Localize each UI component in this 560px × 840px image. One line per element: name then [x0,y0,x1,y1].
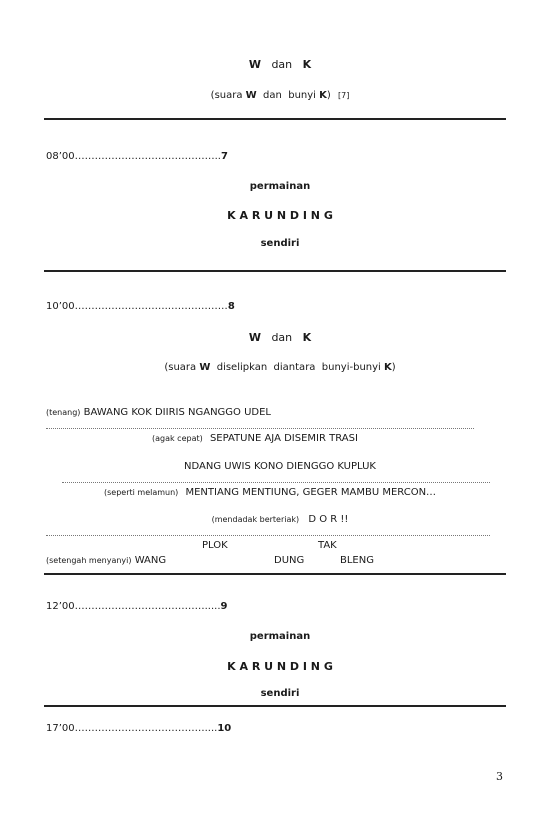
divider [44,705,506,707]
stage-cue: (setengah menyanyi) [46,556,132,565]
script-line-5 [0,514,560,525]
stage-cue: (mendadak berteriak) [211,515,300,524]
line-text: NDANG UWIS KONO DIENGGO KUPLUK [184,461,376,472]
section1-subtitle [0,90,560,101]
karunding-title: K A R U N D I N G [227,660,333,673]
time-text: 17’00………………………………….... [46,723,218,734]
time-text: 08’00…………………………………….. [46,151,221,162]
line-text: BAWANG KOK DIIRIS NGANGGO UDEL [83,407,272,418]
subtitle-mid: diselipkan diantara bunyi-bunyi [210,362,385,373]
subtitle-post: ) [391,362,396,373]
k-label: K [302,58,312,71]
subtitle-w: W [245,90,257,101]
section3-heading [0,331,560,344]
stage-cue: (seperti melamun) [104,488,179,497]
sound-plok: PLOK [202,540,228,551]
timestamp-08 [46,151,228,162]
scene-number: 10 [217,723,232,734]
section3-subtitle [0,362,560,373]
section1-heading [0,58,560,71]
subtitle-k: K [319,90,327,101]
k-label: K [302,331,312,344]
dan-label: dan [271,58,293,71]
divider [44,270,506,272]
game-label: permainan [249,631,311,642]
subtitle-mid: dan bunyi [256,90,320,101]
w-label: W [248,58,261,71]
divider [44,118,506,120]
subtitle-w: W [199,362,211,373]
time-text: 12’00…………………………………..... [46,601,221,612]
sound-wang: WANG [134,555,167,566]
sound-line [46,555,166,566]
dotted-separator [62,482,490,483]
subtitle-post: ) [326,90,331,101]
karunding-title: K A R U N D I N G [227,209,333,222]
footnote-ref: [7] [337,91,350,100]
subtitle-pre: (suara [164,362,200,373]
subtitle-pre: (suara [210,90,246,101]
mode-label: sendiri [260,238,300,249]
timestamp-10 [46,301,235,312]
timestamp-12 [46,601,228,612]
time-text: 10’00……………………….……………… [46,301,228,312]
timestamp-17 [46,723,231,734]
script-line-3 [0,461,560,472]
line-text: D O R !! [308,514,349,525]
divider [44,573,506,575]
line-text: MENTIANG MENTIUNG, GEGER MAMBU MERCON… [185,487,437,498]
game-label: permainan [249,181,311,192]
stage-cue: (agak cepat) [152,434,203,443]
sound-dung: DUNG [274,555,305,566]
scene-number: 8 [227,301,235,312]
dotted-separator [46,428,474,429]
dotted-separator [46,535,490,536]
script-line-4 [104,487,436,498]
scene-number: 7 [221,151,228,162]
subtitle-k: K [384,362,392,373]
dan-label: dan [271,331,293,344]
script-line-2 [152,433,358,444]
w-label: W [248,331,261,344]
sound-tak: TAK [318,540,337,551]
scene-number: 9 [220,601,228,612]
line-text: SEPATUNE AJA DISEMIR TRASI [209,433,358,444]
script-line-1 [46,407,271,418]
mode-label: sendiri [260,688,300,699]
page-number: 3 [496,770,503,783]
sound-bleng: BLENG [340,555,374,566]
stage-cue: (tenang) [46,408,81,417]
